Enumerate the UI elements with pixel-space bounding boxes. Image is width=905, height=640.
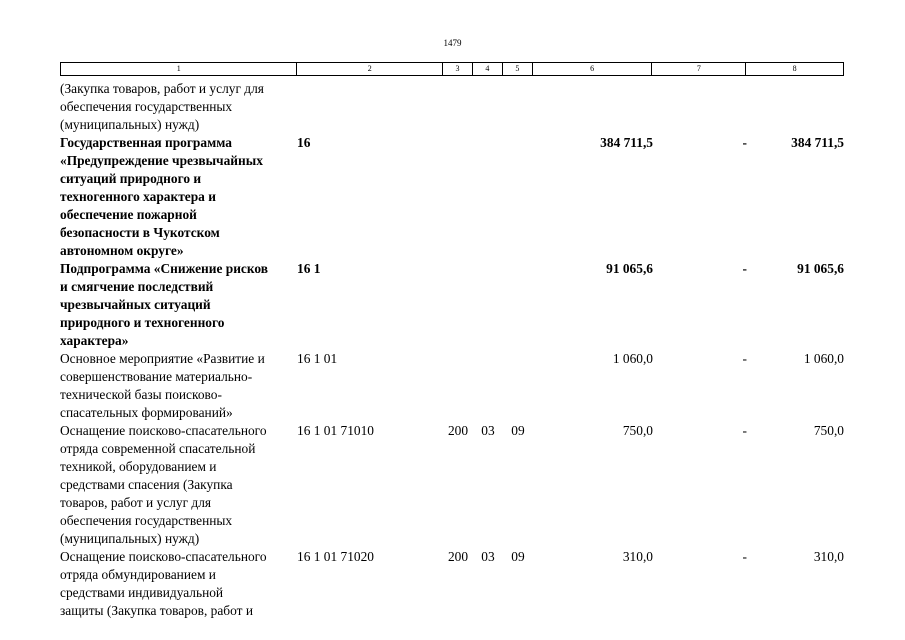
row-change: - <box>742 549 747 564</box>
description-line: и смягчение последствий <box>60 279 214 294</box>
row-total: 1 060,0 <box>803 351 844 366</box>
row-subsection <box>503 134 533 260</box>
description-line: совершенствование материально- <box>60 369 253 384</box>
description-line: (муниципальных) нужд) <box>60 117 200 132</box>
row-section <box>473 134 503 260</box>
description-line: (муниципальных) нужд) <box>60 531 200 546</box>
row-target-code: 16 1 01 71020 <box>297 549 374 564</box>
row-subsection <box>503 350 533 422</box>
description-line: Подпрограмма «Снижение рисков <box>60 261 269 276</box>
row-section <box>473 350 503 422</box>
row-amount: 1 060,0 <box>612 351 653 366</box>
description-line: отряда обмундированием и <box>60 567 216 582</box>
row-total: 384 711,5 <box>791 135 844 150</box>
row-expense-type <box>443 80 473 134</box>
row-amount: 91 065,6 <box>606 261 653 276</box>
table-row <box>60 422 850 548</box>
row-expense-type: 200 <box>447 423 469 438</box>
description-line: характера» <box>60 333 129 348</box>
description-line: обеспечения государственных <box>60 99 233 114</box>
table-row <box>60 548 850 620</box>
row-description <box>60 134 297 260</box>
column-number-4: 4 <box>473 63 503 75</box>
description-line: Основное мероприятие «Развитие и <box>60 351 265 366</box>
column-number-header <box>60 62 844 76</box>
row-amount: 384 711,5 <box>600 135 653 150</box>
row-total: 750,0 <box>813 423 844 438</box>
row-section: 03 <box>481 423 495 438</box>
row-amount: 310,0 <box>622 549 653 564</box>
description-line: «Предупреждение чрезвычайных <box>60 153 263 168</box>
description-line: ситуаций природного и <box>60 171 202 186</box>
row-change: - <box>742 135 747 150</box>
row-subsection: 09 <box>511 423 525 438</box>
column-number-3: 3 <box>443 63 473 75</box>
row-amount <box>533 80 653 134</box>
row-change: - <box>742 423 747 438</box>
row-total: 310,0 <box>813 549 844 564</box>
row-description <box>60 80 297 134</box>
row-section: 03 <box>481 549 495 564</box>
description-line: спасательных формирований» <box>60 405 233 420</box>
row-total: 91 065,6 <box>797 261 844 276</box>
description-line: (Закупка товаров, работ и услуг для <box>60 81 264 96</box>
row-change <box>653 80 747 134</box>
row-target-code: 16 <box>297 135 311 150</box>
column-number-5: 5 <box>503 63 533 75</box>
description-line: обеспечения государственных <box>60 513 233 528</box>
row-expense-type <box>443 260 473 350</box>
row-section <box>473 80 503 134</box>
description-line: автономном округе» <box>60 243 184 258</box>
budget-table-body <box>60 80 850 620</box>
description-line: средствами спасения (Закупка <box>60 477 233 492</box>
description-line: чрезвычайных ситуаций <box>60 297 211 312</box>
column-number-2: 2 <box>297 63 443 75</box>
table-row <box>60 80 850 134</box>
row-description <box>60 548 297 620</box>
row-expense-type <box>443 350 473 422</box>
row-section <box>473 260 503 350</box>
description-line: природного и техногенного <box>60 315 225 330</box>
row-description <box>60 350 297 422</box>
row-total <box>747 80 844 134</box>
table-row <box>60 134 850 260</box>
column-number-1: 1 <box>61 63 297 75</box>
row-description <box>60 260 297 350</box>
row-expense-type: 200 <box>447 549 469 564</box>
description-line: товаров, работ и услуг для <box>60 495 212 510</box>
description-line: защиты (Закупка товаров, работ и <box>60 603 253 618</box>
row-subsection <box>503 80 533 134</box>
page-number: 1479 <box>443 38 462 48</box>
column-number-7: 7 <box>652 63 746 75</box>
description-line: отряда современной спасательной <box>60 441 256 456</box>
row-description <box>60 422 297 548</box>
row-amount: 750,0 <box>622 423 653 438</box>
description-line: Государственная программа <box>60 135 232 150</box>
table-row <box>60 260 850 350</box>
description-line: Оснащение поисково-спасательного <box>60 423 267 438</box>
row-change: - <box>742 351 747 366</box>
description-line: технической базы поисково- <box>60 387 222 402</box>
description-line: Оснащение поисково-спасательного <box>60 549 267 564</box>
row-target-code: 16 1 01 <box>297 351 338 366</box>
column-number-6: 6 <box>533 63 653 75</box>
column-number-8: 8 <box>792 64 797 73</box>
description-line: обеспечение пожарной <box>60 207 197 222</box>
description-line: техникой, оборудованием и <box>60 459 217 474</box>
row-subsection: 09 <box>511 549 525 564</box>
row-target-code: 16 1 01 71010 <box>297 423 374 438</box>
table-row <box>60 350 850 422</box>
row-subsection <box>503 260 533 350</box>
description-line: безопасности в Чукотском <box>60 225 220 240</box>
row-target-code <box>297 80 443 134</box>
row-expense-type <box>443 134 473 260</box>
description-line: техногенного характера и <box>60 189 216 204</box>
description-line: средствами индивидуальной <box>60 585 224 600</box>
row-change: - <box>742 261 747 276</box>
row-target-code: 16 1 <box>297 261 321 276</box>
